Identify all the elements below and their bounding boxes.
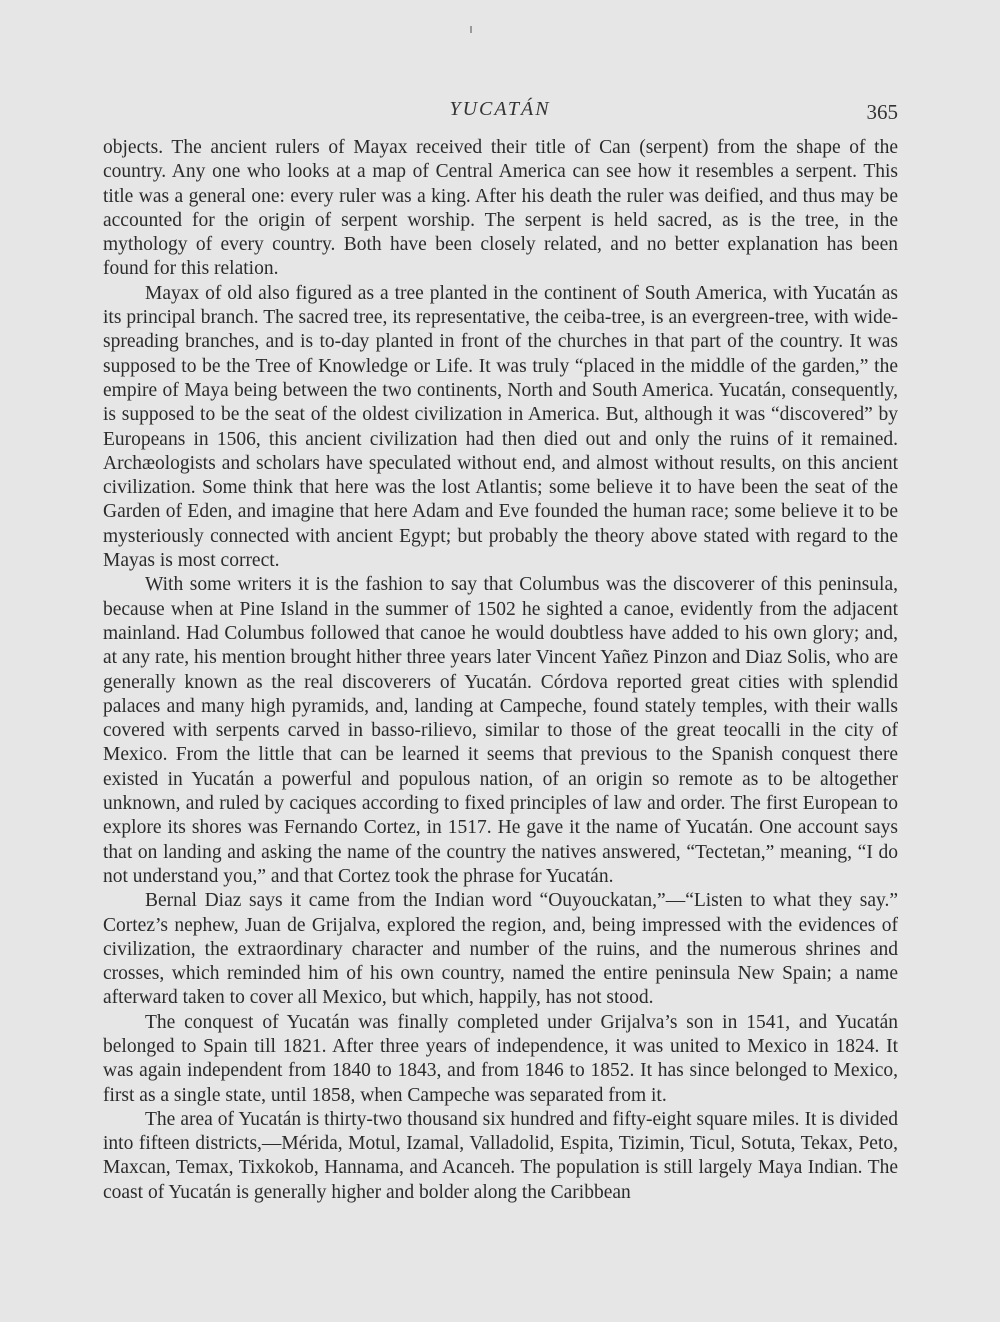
paragraph: With some writers it is the fashion to say that Columbus was the discoverer of this peninsula, because when at Pine Island in the summer of 1502 he sighted a canoe, evidently from the adjacent mainland. Had Columbus followed that canoe he would doubtless have added to his own glory; and, at any rate, his mention brought hither three years later Vincent Yañez Pinzon and Diaz Solis, who are generally known as the real discoverers of Yucatán. Córdova reported great cities with splendid palaces and many high pyramids, and, landing at Campeche, found stately temples, with their walls covered with serpents carved in basso-rilievo, similar to those of the great teocalli in the city of Mexico. From the little that can be learned it seems that previous to the Spanish conquest there existed in Yucatán a powerful and populous nation, of an origin so remote as to be altogether unknown, and ruled by caciques according to fixed principles of law and order. The first European to explore its shores was Fernando Cortez, in 1517. He gave it the name of Yucatán. One account says that on landing and asking the name of the country the natives answered, “Tectetan,” meaning, “I do not understand you,” and that Cortez took the phrase for Yucatán. <box>103 574 898 887</box>
running-head <box>0 98 1000 128</box>
paragraph: Bernal Diaz says it came from the Indian word “Ouyouckatan,”—“Listen to what they say.” Cortez’s nephew, Juan de Grijalva, explored the region, and, being impressed with the evidences of civilization, the extraordinary character and number of the ruins, and the numerous shrines and crosses, which reminded him of his own country, named the entire peninsula New Spain; a name afterward taken to cover all Mexico, but which, happily, has not stood. <box>103 890 898 1009</box>
page-number: 365 <box>866 100 898 124</box>
ink-speck <box>470 26 472 33</box>
paragraph: Mayax of old also figured as a tree planted in the continent of South America, with Yucatán as its principal branch. The sacred tree, its representative, the ceiba-tree, is an evergreen-tree, with wide-spreading branches, and is to-day planted in front of the churches in that part of the country. It was supposed to be the Tree of Knowledge or Life. It was truly “placed in the middle of the garden,” the empire of Maya being between the two continents, North and South America. Yucatán, consequently, is supposed to be the seat of the oldest civilization in America. But, although it was “discovered” by Europeans in 1506, this ancient civilization had then died out and only the ruins of it remained. Archæologists and scholars have speculated without end, and almost without results, on this ancient civilization. Some think that here was the lost Atlantis; some believe it to have been the seat of the Garden of Eden, and imagine that here Adam and Eve founded the human race; some believe it to be mysteriously connected with ancient Egypt; but probably the theory above stated with regard to the Mayas is most correct. <box>103 282 898 572</box>
paragraph-continued: objects. The ancient rulers of Mayax received their title of Can (serpent) from the shape of the country. Any one who looks at a map of Central America can see how it resembles a serpent. This title was a general one: every ruler was a king. After his death the ruler was deified, and thus may be accounted for the origin of serpent worship. The serpent is held sacred, as is the tree, in the mythology of every country. Both have been closely related, and no better explanation has been found for this relation. <box>103 137 898 280</box>
paragraph: The conquest of Yucatán was finally completed under Grijalva’s son in 1541, and Yucatán belonged to Spain till 1821. After three years of independence, it was united to Mexico in 1824. It was again independent from 1840 to 1843, and from 1846 to 1852. It has since belonged to Mexico, first as a single state, until 1858, when Campeche was separated from it. <box>103 1011 898 1106</box>
body-text <box>103 136 898 1205</box>
running-title: YUCATÁN <box>449 98 551 120</box>
paragraph: The area of Yucatán is thirty-two thousand six hundred and fifty-eight square miles. It is divided into fifteen districts,—Mérida, Motul, Izamal, Valladolid, Espita, Tizimin, Ticul, Sotuta, Tekax, Peto, Maxcan, Temax, Tixkokob, Hannama, and Acanceh. The population is still largely Maya Indian. The coast of Yucatán is generally higher and bolder along the Caribbean <box>103 1108 898 1203</box>
